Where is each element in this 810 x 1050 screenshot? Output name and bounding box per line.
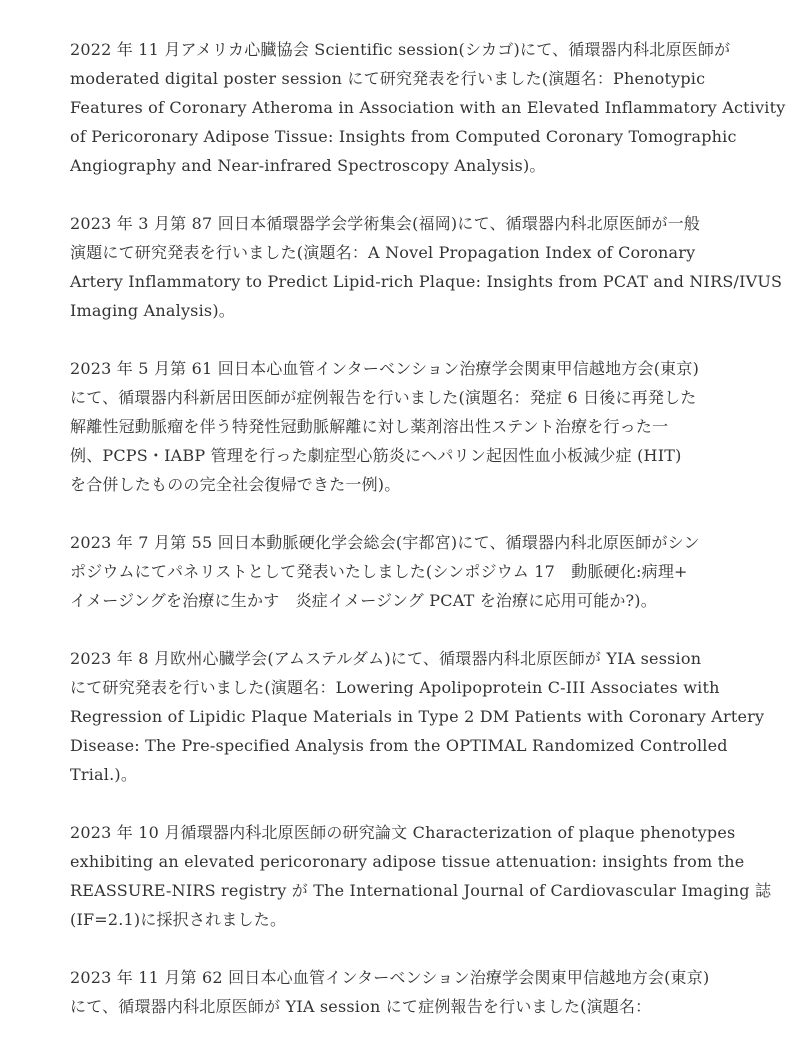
news-line: にて、循環器内科北原医師が YIA session にて症例報告を行いました(演題名： (70, 997, 652, 1016)
news-line: 2023 年 5 月第 61 回日本心血管インターベンション治療学会関東甲信越地方会(東京) (70, 359, 700, 378)
news-line: 演題にて研究発表を行いました(演題名：A Novel Propagation Index of Coronary (70, 243, 696, 262)
news-line: Regression of Lipidic Plaque Materials in Type 2 DM Patients with Coronary Artery (70, 707, 765, 726)
news-line: REASSURE-NIRS registry が The International Journal of Cardiovascular Imaging 誌 (70, 881, 772, 900)
news-line: moderated digital poster session にて研究発表を行いました(演題名：Phenotypic (70, 69, 706, 88)
news-line: Artery Inflammatory to Predict Lipid-rich Plaque: Insights from PCAT and NIRS/IVUS (70, 272, 783, 291)
news-item (70, 963, 742, 1021)
news-line: 2023 年 3 月第 87 回日本循環器学会学術集会(福岡)にて、循環器内科北原医師が一般 (70, 214, 701, 233)
news-line: 2023 年 11 月第 62 回日本心血管インターベンション治療学会関東甲信越地方会(東京) (70, 968, 710, 987)
news-line: Disease: The Pre-specified Analysis from the OPTIMAL Randomized Controlled (70, 736, 728, 755)
news-line: 2023 年 8 月欧州心臓学会(アムステルダム)にて、循環器内科北原医師が YIA session (70, 649, 702, 668)
news-line: 例、PCPS・IABP 管理を行った劇症型心筋炎にヘパリン起因性血小板減少症 (HIT) (70, 446, 682, 465)
news-item (70, 644, 765, 789)
news-item (70, 35, 786, 180)
news-list (70, 35, 786, 1050)
news-line: Features of Coronary Atheroma in Association with an Elevated Inflammatory Activity (70, 98, 786, 117)
news-line: exhibiting an elevated pericoronary adipose tissue attenuation: insights from the (70, 852, 745, 871)
news-line: 2022 年 11 月アメリカ心臓協会 Scientific session(シカゴ)にて、循環器内科北原医師が (70, 40, 731, 59)
news-line: にて研究発表を行いました(演題名：Lowering Apolipoprotein C-III Associates with (70, 678, 720, 697)
news-item (70, 354, 742, 499)
news-line: にて、循環器内科新居田医師が症例報告を行いました(演題名：発症 6 日後に再発した (70, 388, 697, 407)
news-line: Imaging Analysis)。 (70, 301, 235, 320)
news-line: を合併したものの完全社会復帰できた一例)。 (70, 475, 401, 494)
news-line: ポジウムにてパネリストとして発表いたしました(シンポジウム 17 動脈硬化:病理+ (70, 562, 688, 581)
news-item (70, 209, 783, 325)
news-line: 解離性冠動脈瘤を伴う特発性冠動脈解離に対し薬剤溶出性ステント治療を行った一 (70, 417, 669, 436)
news-line: イメージングを治療に生かす 炎症イメージング PCAT を治療に応用可能か?)。 (70, 591, 657, 610)
news-item (70, 818, 772, 934)
news-line: Trial.)。 (70, 765, 138, 784)
news-line: (IF=2.1)に採択されました。 (70, 910, 287, 929)
news-line: 2023 年 10 月循環器内科北原医師の研究論文 Characterization of plaque phenotypes (70, 823, 736, 842)
news-line: Angiography and Near-infrared Spectroscopy Analysis)。 (70, 156, 546, 175)
news-line: of Pericoronary Adipose Tissue: Insights from Computed Coronary Tomographic (70, 127, 737, 146)
news-line: 2023 年 7 月第 55 回日本動脈硬化学会総会(宇都宮)にて、循環器内科北原医師がシン (70, 533, 700, 552)
news-item (70, 528, 742, 615)
